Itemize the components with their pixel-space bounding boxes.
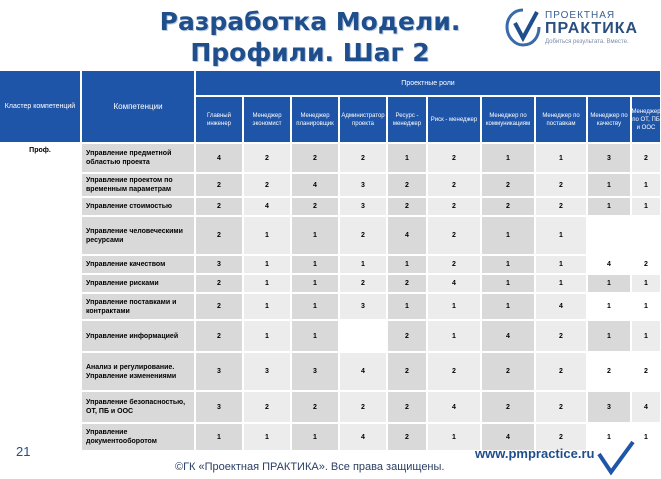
header-role: Главный инженер xyxy=(196,97,242,142)
role-level-cell: 2 xyxy=(428,174,480,196)
role-level-cell: 1 xyxy=(632,275,660,292)
cluster-value: Проф. xyxy=(0,144,80,450)
role-level-cell: 4 xyxy=(428,275,480,292)
role-level-cell: 1 xyxy=(388,256,426,273)
role-level-cell: 2 xyxy=(428,198,480,215)
role-level-cell: 2 xyxy=(388,321,426,351)
role-level-cell: 1 xyxy=(536,144,586,172)
role-level-cell: 2 xyxy=(292,392,338,422)
role-level-cell: 2 xyxy=(340,275,386,292)
role-level-cell: 4 xyxy=(292,174,338,196)
role-level-cell: 1 xyxy=(428,294,480,319)
role-level-cell: 2 xyxy=(428,217,480,254)
role-level-cell: 2 xyxy=(196,217,242,254)
role-level-cell: 1 xyxy=(196,424,242,450)
role-level-cell: 2 xyxy=(388,353,426,390)
role-level-cell: 2 xyxy=(388,392,426,422)
role-level-cell: 2 xyxy=(482,392,534,422)
role-level-cell: 2 xyxy=(536,321,586,351)
company-logo xyxy=(505,6,639,50)
header-cluster: Кластер компетенций xyxy=(0,71,80,142)
competence-label: Управление стоимостью xyxy=(82,198,194,215)
role-level-cell: 2 xyxy=(632,144,660,172)
role-level-cell: 2 xyxy=(428,144,480,172)
website-link[interactable]: www.pmpractice.ru xyxy=(475,446,595,461)
role-level-cell: 3 xyxy=(244,353,290,390)
slide-title-line1: Разработка Модели. xyxy=(159,7,461,36)
role-level-cell: 3 xyxy=(196,353,242,390)
role-level-cell: 1 xyxy=(482,294,534,319)
logo-text-line2: ПРАКТИКА xyxy=(545,20,639,37)
role-level-cell: 1 xyxy=(482,275,534,292)
header-role: Администратор проекта xyxy=(340,97,386,142)
header-role: Риск - менеджер xyxy=(428,97,480,142)
role-level-cell: 1 xyxy=(632,321,660,351)
role-level-cell: 1 xyxy=(388,294,426,319)
role-level-cell: 3 xyxy=(196,392,242,422)
role-level-cell: 2 xyxy=(536,174,586,196)
competence-label: Управление информацией xyxy=(82,321,194,351)
logo-text-line1: ПРОЕКТНАЯ xyxy=(545,10,616,21)
role-level-cell: 3 xyxy=(292,353,338,390)
role-level-cell xyxy=(588,217,630,254)
role-level-cell: 2 xyxy=(632,256,660,273)
role-level-cell: 3 xyxy=(588,144,630,172)
competence-table xyxy=(0,71,661,445)
role-level-cell: 1 xyxy=(244,294,290,319)
logo-tagline: Добиться результата. Вместе. xyxy=(545,39,629,45)
role-level-cell: 1 xyxy=(536,217,586,254)
role-level-cell: 1 xyxy=(588,275,630,292)
role-level-cell: 2 xyxy=(632,353,660,390)
competence-label: Управление предметной областью проекта xyxy=(82,144,194,172)
role-level-cell: 2 xyxy=(292,144,338,172)
role-level-cell: 2 xyxy=(388,275,426,292)
role-level-cell: 1 xyxy=(292,275,338,292)
role-level-cell: 3 xyxy=(196,256,242,273)
role-level-cell: 2 xyxy=(244,392,290,422)
role-level-cell: 1 xyxy=(632,294,660,319)
role-level-cell: 2 xyxy=(196,198,242,215)
header-role: Менеджер по коммуникациям xyxy=(482,97,534,142)
header-role: Менеджер экономист xyxy=(244,97,290,142)
role-level-cell: 2 xyxy=(428,256,480,273)
header-role: Менеджер по ОТ, ПБ и ООС xyxy=(632,97,660,142)
role-level-cell xyxy=(632,217,660,254)
role-level-cell: 2 xyxy=(196,174,242,196)
role-level-cell: 2 xyxy=(340,144,386,172)
role-level-cell: 1 xyxy=(588,294,630,319)
role-level-cell: 4 xyxy=(482,424,534,450)
role-level-cell: 2 xyxy=(536,424,586,450)
header-project-roles: Проектные роли xyxy=(196,71,660,95)
role-level-cell: 3 xyxy=(340,174,386,196)
role-level-cell: 1 xyxy=(340,256,386,273)
role-level-cell: 1 xyxy=(588,424,630,450)
competence-label: Управление документооборотом xyxy=(82,424,194,450)
role-level-cell: 2 xyxy=(388,424,426,450)
role-level-cell: 1 xyxy=(536,256,586,273)
competence-label: Анализ и регулирование. Управление изменениями xyxy=(82,353,194,390)
role-level-cell: 2 xyxy=(536,392,586,422)
role-level-cell: 2 xyxy=(196,275,242,292)
role-level-cell: 1 xyxy=(428,424,480,450)
role-level-cell: 1 xyxy=(292,256,338,273)
role-level-cell: 2 xyxy=(482,353,534,390)
competence-label: Управление качеством xyxy=(82,256,194,273)
header-role: Менеджер по качеству xyxy=(588,97,630,142)
role-level-cell: 2 xyxy=(340,392,386,422)
role-level-cell: 4 xyxy=(196,144,242,172)
role-level-cell: 1 xyxy=(244,256,290,273)
role-level-cell: 1 xyxy=(292,424,338,450)
role-level-cell: 1 xyxy=(244,217,290,254)
role-level-cell: 1 xyxy=(632,198,660,215)
header-role: Ресурс - менеджер xyxy=(388,97,426,142)
role-level-cell: 2 xyxy=(482,198,534,215)
role-level-cell: 1 xyxy=(244,321,290,351)
role-level-cell: 1 xyxy=(536,275,586,292)
role-level-cell: 3 xyxy=(340,294,386,319)
role-level-cell: 2 xyxy=(340,217,386,254)
header-role: Менеджер планировщик xyxy=(292,97,338,142)
slide-title xyxy=(150,6,470,68)
role-level-cell: 4 xyxy=(244,198,290,215)
page-number: 21 xyxy=(16,444,31,459)
role-level-cell: 4 xyxy=(588,256,630,273)
role-level-cell: 2 xyxy=(388,198,426,215)
role-level-cell: 2 xyxy=(388,174,426,196)
role-level-cell: 1 xyxy=(482,256,534,273)
role-level-cell: 1 xyxy=(632,174,660,196)
role-level-cell: 2 xyxy=(196,321,242,351)
role-level-cell: 4 xyxy=(536,294,586,319)
role-level-cell: 2 xyxy=(292,198,338,215)
role-level-cell: 1 xyxy=(244,424,290,450)
role-level-cell: 4 xyxy=(340,424,386,450)
role-level-cell: 2 xyxy=(428,353,480,390)
role-level-cell: 2 xyxy=(536,198,586,215)
role-level-cell: 1 xyxy=(588,321,630,351)
role-level-cell: 1 xyxy=(388,144,426,172)
logo-emblem-icon xyxy=(505,8,541,48)
copyright-text: ©ГК «Проектная ПРАКТИКА». Все права защищены. xyxy=(175,461,445,473)
role-level-cell: 2 xyxy=(482,174,534,196)
role-level-cell: 1 xyxy=(292,294,338,319)
role-level-cell: 2 xyxy=(536,353,586,390)
header-competence: Компетенции xyxy=(82,71,194,142)
role-level-cell: 1 xyxy=(292,321,338,351)
header-role: Менеджер по поставкам xyxy=(536,97,586,142)
role-level-cell: 1 xyxy=(482,217,534,254)
competence-label: Управление безопасностью, ОТ, ПБ и ООС xyxy=(82,392,194,422)
slide-title-line2: Профили. Шаг 2 xyxy=(190,38,430,67)
role-level-cell: 4 xyxy=(482,321,534,351)
role-level-cell: 1 xyxy=(292,217,338,254)
role-level-cell: 1 xyxy=(588,198,630,215)
role-level-cell: 1 xyxy=(244,275,290,292)
role-level-cell: 1 xyxy=(632,424,660,450)
role-level-cell: 3 xyxy=(588,392,630,422)
role-level-cell: 4 xyxy=(632,392,660,422)
role-level-cell: 2 xyxy=(196,294,242,319)
role-level-cell: 1 xyxy=(428,321,480,351)
role-level-cell: 2 xyxy=(244,174,290,196)
competence-label: Управление человеческими ресурсами xyxy=(82,217,194,254)
competence-label: Управление рисками xyxy=(82,275,194,292)
role-level-cell: 1 xyxy=(588,174,630,196)
role-level-cell: 2 xyxy=(588,353,630,390)
role-level-cell: 2 xyxy=(244,144,290,172)
role-level-cell: 3 xyxy=(340,198,386,215)
competence-label: Управление проектом по временным параметрам xyxy=(82,174,194,196)
role-level-cell: 1 xyxy=(482,144,534,172)
role-level-cell xyxy=(340,321,386,351)
role-level-cell: 4 xyxy=(388,217,426,254)
competence-label: Управление поставками и контрактами xyxy=(82,294,194,319)
role-level-cell: 4 xyxy=(340,353,386,390)
checkmark-icon xyxy=(595,440,635,476)
role-level-cell: 4 xyxy=(428,392,480,422)
